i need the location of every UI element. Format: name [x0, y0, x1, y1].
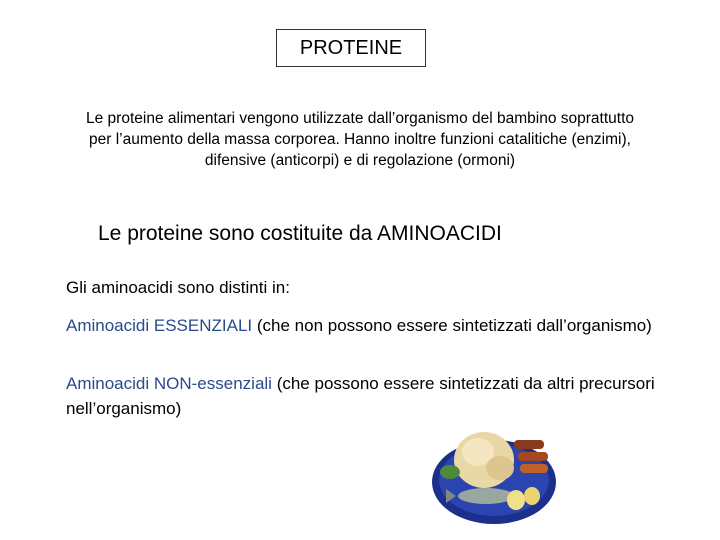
essential-paragraph [66, 313, 666, 338]
nonessential-term: Aminoacidi NON-essenziali [66, 374, 272, 393]
intro-paragraph: Le proteine alimentari vengono utilizzate dall’organismo del bambino soprattutto per l’aumento della massa corporea. Hanno inoltre funzioni catalitiche (enzimi), difensive (anticorpi) e di regolazione (ormoni) [86, 110, 634, 169]
slide-title-text: PROTEINE [299, 36, 403, 59]
slide-title [276, 29, 426, 67]
headline: Le proteine sono costituite da AMINOACIDI [98, 222, 502, 245]
food-plate-icon [428, 416, 560, 526]
essential-description: (che non possono essere sintetizzati dall’organismo) [252, 316, 652, 335]
essential-term: Aminoacidi ESSENZIALI [66, 316, 253, 335]
distinction-text: Gli aminoacidi sono distinti in: [66, 278, 290, 297]
nonessential-description: (che possono essere sintetizzati da altri precursori nell’organismo) [66, 374, 655, 418]
nonessential-paragraph [66, 371, 666, 421]
